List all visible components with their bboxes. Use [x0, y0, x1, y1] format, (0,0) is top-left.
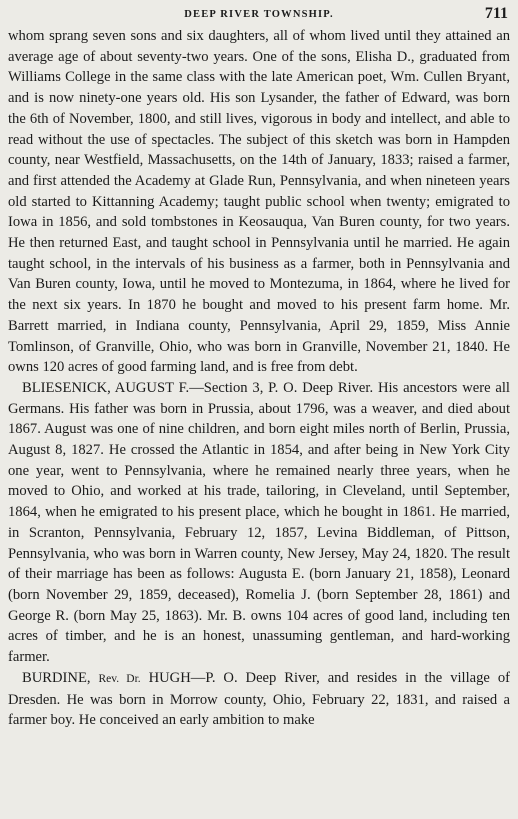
paragraph-text: —P. O. Deep River, and resides in the village of Dresden. He was born in Morrow county, Ohio, February 22, 1831, and raised a farmer boy. He conceived an early ambition to make: [8, 669, 511, 729]
paragraph-bliesenick: [8, 378, 510, 668]
page-number: 711: [484, 5, 508, 22]
paragraph-barrett-continued: [8, 26, 510, 378]
entry-name: BURDINE,: [22, 669, 99, 686]
paragraph-text: whom sprang seven sons and six daughters, all of whom lived until they attained an average age of about seventy-two years. One of the sons, Elisha D., graduated from Williams College in the same class with the late American poet, Wm. Cullen Bryant, and is now ninety-one years old. His son Lysander, the father of Edward, was born the 6th of November, 1800, and still lives, vigorous in body and intellect, and able to read without the use of spectacles. The subject of this sketch was born in Hampden county, near Westfield, Massachusetts, on the 14th of January, 1833; raised a farmer, and first attended the Academy at Glade Run, Pennsylvania, and when nineteen years old started to Kittanning Academy; taught public school when twenty; emigrated to Iowa in 1856, and sold tombstones in Keosauqua, Van Buren county, for two years. He then returned East, and taught school in Pennsylvania until he married. He again taught school, in the intervals of his business as a farmer, both in Pennsylvania and Van Buren county, Iowa, until he moved to Montezuma, in 1864, where he lived for the next six years. In 1870 he bought and moved to his present farm home. Mr. Barrett married, in Indiana county, Pennsylvania, April 29, 1859, Miss Annie Tomlinson, of Granville, Ohio, who was born in Granville, November 21, 1840. He owns 120 acres of good farming land, and is free from debt.: [8, 28, 510, 376]
paragraph-text: —Section 3, P. O. Deep River. His ancestors were all Germans. His father was born in Prussia, about 1796, was a weaver, and died about 1867. August was one of nine children, and born eight miles north of Berlin, Prussia, August 8, 1827. He crossed the Atlantic in 1854, and after being in New York City one year, went to Pennsylvania, where he remained nearly three years, when he moved to Ohio, and worked at his trade, tailoring, in Cleveland, until September, 1864, when he emigrated to his present place, which he bought in 1861. He married, in Scranton, Pennsylvania, February 12, 1857, Levina Biddleman, of Pittson, Pennsylvania, who was born in Warren county, New Jersey, May 24, 1820. The result of their marriage has been as follows: Augusta E. (born January 21, 1858), Leonard (born November 29, 1859, deceased), Romelia J. (born September 28, 1861) and George R. (born May 25, 1863). Mr. B. owns 104 acres of good land, including ten acres of timber, and he is an honest, unassuming gentleman, and hard-working farmer.: [8, 379, 510, 666]
entry-title: Rev. Dr.: [98, 672, 141, 685]
entry-name: BLIESENICK, AUGUST F.: [22, 379, 190, 396]
paragraph-burdine: [8, 668, 510, 731]
entry-name-given: HUGH: [140, 669, 191, 686]
body-text: [8, 26, 510, 731]
running-title: DEEP RIVER TOWNSHIP.: [184, 9, 334, 20]
running-header: [8, 4, 510, 26]
